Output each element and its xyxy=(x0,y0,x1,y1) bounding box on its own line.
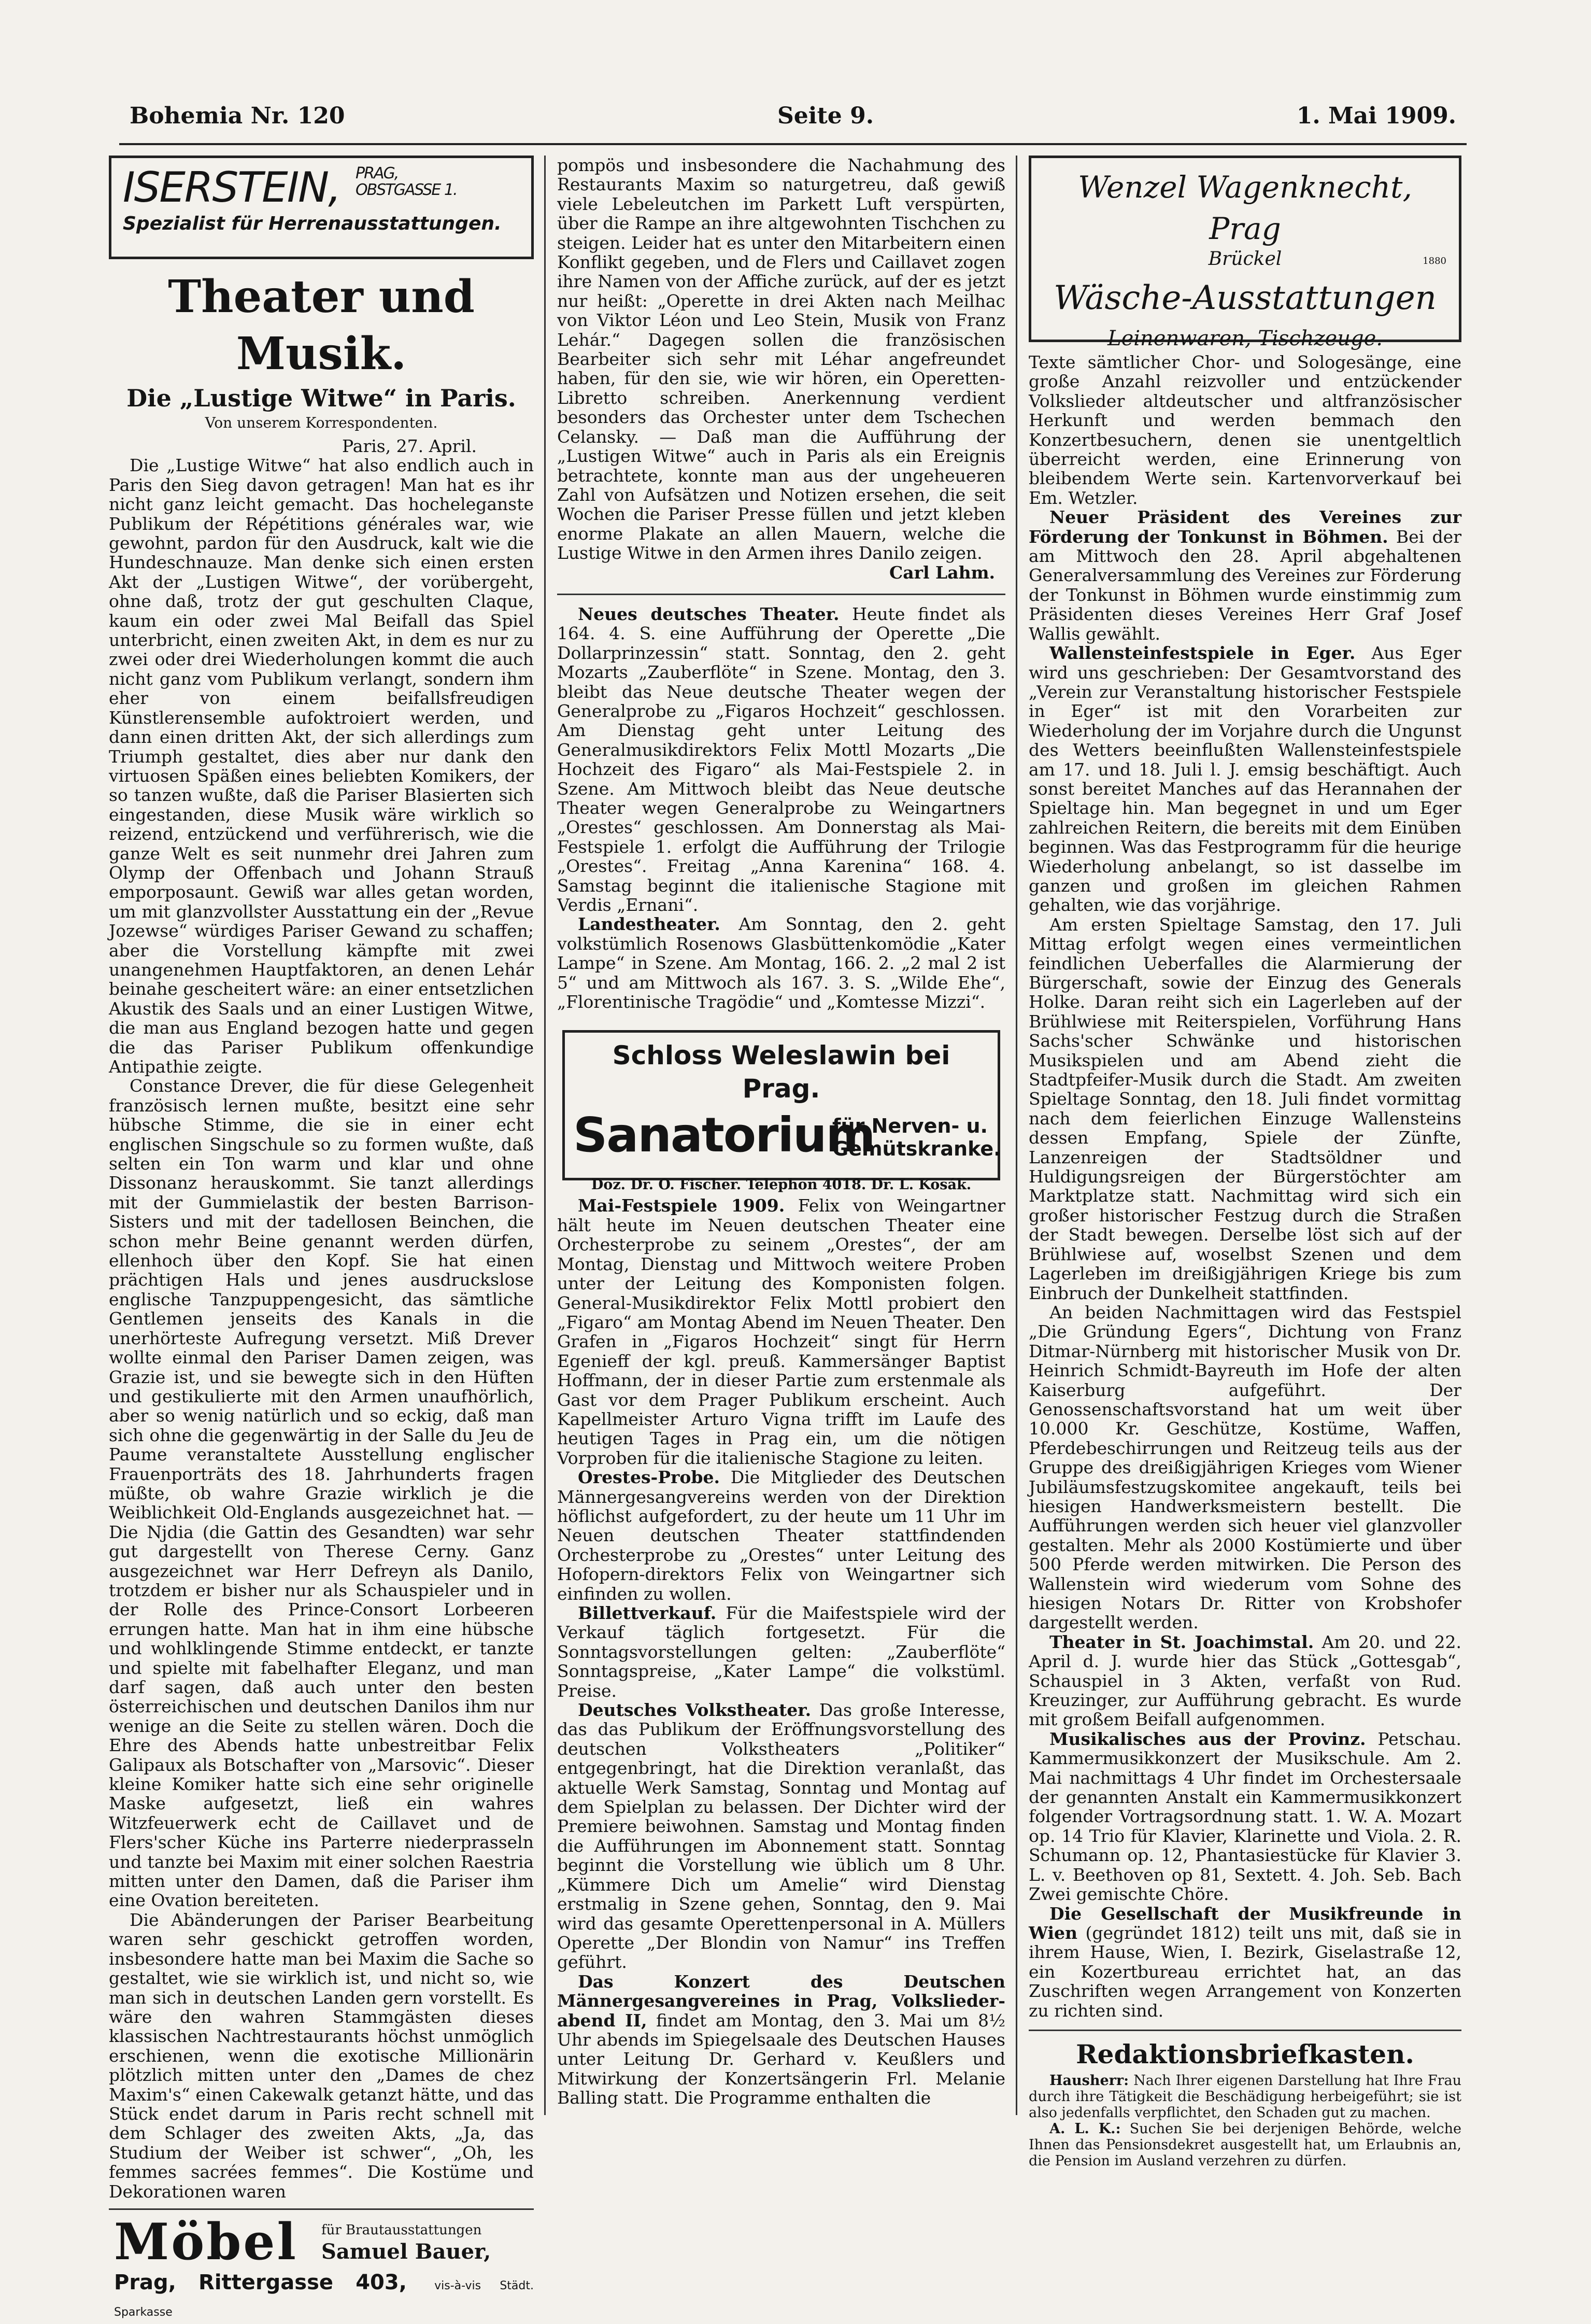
header-left: Bohemia Nr. 120 xyxy=(130,103,345,129)
ad-sanatorium-side2: Gemütskranke. xyxy=(832,1137,1001,1161)
ad-iserstein xyxy=(109,156,534,259)
column-1 xyxy=(109,156,534,2319)
notice-text: Für die Maifestspiele wird der Verkauf täglich fortgesetzt. Für die Sonntagsvorstellungen gelten: „Zauberflöte“ Sonntagspreise, „Kater Lampe“ die volkstüml. Preise. xyxy=(557,1603,1006,1701)
notice-text: Am ersten Spieltage Samstag, den 17. Juli Mittag erfolgt wegen eines vermeintlichen feindlichen Ueberfalles die Alarmierung der Bürgerschaft, sowie der Einzug des Generals Holke. Daran reiht sich ein Lagerleben auf der Brühlwiese mit Reiterspielen, Vorführung Hans Sachs'scher Schwänke und historischen Musikspielen und am Abend zieht die Stadtpfeifer-Musik durch die Stadt. Am zweiten Spieltage Sonntag, den 18. Juli findet vormittag nach dem feierlichen Einzuge Wallensteins dessen Empfang, Spiele der Zünfte, Lanzenreigen der Stadtsöldner und Huldigungsreigen der Bürgerstöchter am Marktplatze statt. Nachmittag wird sich ein großer historischer Festzug durch die Straßen der Stadt bewegen. Derselbe löst sich auf der Brühlwiese auf, woselbst Szenen und dem Lagerleben im dreißigjährigen Kriege bis zum Einbruch der Dunkelheit stattfinden. xyxy=(1029,914,1461,1303)
ad-iserstein-place1: PRAG, xyxy=(356,164,399,182)
notice-text: Das große Interesse, das das Publikum der Eröffnungsvorstellung des deutschen Volkstheaters „Politiker“ entgegenbringt, hat die Direktion veranlaßt, das aktuelle Werk Samstag, Sonntag und Montag auf dem Spielplan zu belassen. Der Dichter wird der Premiere beiwohnen. Samstag und Montag finden die Aufführungen im Abonnement statt. Sonntag beginnt die Vorstellung wie üblich um 8 Uhr. „Kümmere Dich um Amelie“ wird Dienstag erstmalig in Szene gehen, Sonntag, den 9. Mai wird das gesamte Operettenpersonal in A. Müllers Operette „Der Blondin von Namur“ ins Treffen geführt. xyxy=(557,1700,1005,1973)
notice-heading: Neuer Präsident des Vereines zur Förderung der Tonkunst in Böhmen. xyxy=(1029,507,1461,547)
notice-text: Die Mitglieder des Deutschen Männergesangvereins werden von der Direktion höflichst aufgefordert, zu der heute um 11 Uhr im Neuen deutschen Theater stattfindenden Orchesterprobe zu „Orestes“ unter Leitung des Hofopern-direktors Felix von Weingartner sich einfinden zu wollen. xyxy=(557,1467,1005,1604)
ad-sanatorium-line1: Schloss Weleslawin bei Prag. xyxy=(612,1040,950,1104)
notice-heading: Landestheater. xyxy=(578,914,720,935)
divider xyxy=(109,2208,534,2210)
notice-text: An beiden Nachmittagen wird das Festspiel „Die Gründung Egers“, Dichtung von Franz Ditmar-Nürnberg mit historischer Musik von Dr. Heinrich Schmidt-Bayreuth im Hofe der alten Kaiserburg aufgeführt. Der Genossenschaftsvorstand hat um weit über 10.000 Kr. Geschütze, Kostüme, Waffen, Pferdebeschirrungen und Reitzeug teils aus der Gruppe des dreißigjährigen Krieges vom Wiener Jubiläumsfestzugskomitee angekauft, teils bei hiesigen Handwerksmeistern bestellt. Die Aufführungen werden sich heuer viel glanzvoller gestalten. Mehr als 2000 Kostümierte und über 500 Pferde werden mitwirken. Die Person des Wallenstein wird wiederum vom Sohne des hiesigen Notars Dr. Ritter von Krobshofer dargestellt werden. xyxy=(1029,1302,1461,1633)
brief-heading: Hausherr: xyxy=(1049,2072,1129,2089)
column-2 xyxy=(557,156,1005,2120)
ad-moebel-address-note: vis-à-vis Städt. Sparkasse xyxy=(114,2279,534,2319)
section-title: Theater und Musik. xyxy=(168,271,475,380)
ad-wagenknecht-name: Wenzel Wagenknecht, Prag xyxy=(1078,170,1412,246)
ad-wagenknecht-sub2: Leinenwaren, Tischzeuge. xyxy=(1107,327,1383,350)
ad-moebel-side2: Samuel Bauer, xyxy=(321,2239,491,2264)
article-paragraph: Constance Drever, die für diese Gelegenheit französisch lernen mußte, besitzt eine sehr hübsche Stimme, die sie in einer echt englischen Singschule so zu formen wußte, daß selten ein Ton warm und klar und ohne Dissonanz herauskommt. Sie tanzt allerdings mit der Gummielastik der besten Barrison-Sisters und mit der tadellosen Beinchen, die schon mehr Beine genannt werden dürfen, ellenhoch über den Kopf. Sie hat einen prächtigen Hals und jenes ausdruckslose englische Tanzpuppengesicht, das sämtliche Gentlemen jenseits des Kanals in die unerhörteste Aufregung versetzt. Miß Drever wollte einmal den Pariser Damen zeigen, was Grazie ist, und sie bewegte sich in den Hüften und gestikulierte mit den Armen unaufhörlich, aber so wenig natürlich und so eckig, daß man sich ohne die gegenwärtig in der Salle du Jeu de Paume veranstaltete Ausstellung englischer Frauenporträts des 18. Jahrhunderts fragen müßte, ob wahre Grazie wirklich je die Weiblichkeit Old-Englands ausgezeichnet hat. — Die Njdia (die Gattin des Gesandten) war sehr gut dargestellt von Therese Cerny. Ganz ausgezeichnet war Herr Defreyn als Danilo, trotzdem er bisher nur als Schauspieler und in der Rolle des Prince-Consort Lorbeeren errungen hatte. Man hat in ihm eine hübsche und wohlklingende Stimme entdeckt, er tanzte und spielte mit fabelhafter Eleganz, und man darf sagen, daß auch unter den besten österreichischen und deutschen Danilos ihm nur wenige an die Seite zu stellen wären. Doch die Ehre des Abends hatte unbestreitbar Felix Galipaux als Botschafter von „Marsovic“. Dieser kleine Komiker hatte sich eine sehr originelle Maske aufgesetzt, ließ ein wahres Witzfeuerwerk echt de Caillavet und de Flers'scher Küche ins Parterre niederprasseln und tanzte bei Maxim mit einer solchen Raestria mitten unter den Damen, daß die Pariser ihm eine Ovation bereiteten. xyxy=(109,1076,534,1911)
notice-heading: Mai-Festspiele 1909. xyxy=(578,1195,785,1216)
ad-wagenknecht-title: Wäsche-Ausstattungen xyxy=(1054,279,1437,317)
ad-sanatorium-side1: für Nerven- u. xyxy=(832,1115,988,1138)
notice-heading: Deutsches Volkstheater. xyxy=(578,1700,812,1721)
column-rule xyxy=(1016,156,1017,2115)
article-author: Carl Lahm. xyxy=(889,562,995,583)
ad-iserstein-subtitle: Spezialist für Herrenausstattungen. xyxy=(123,213,502,234)
header-right: 1. Mai 1909. xyxy=(1296,103,1456,129)
column-rule xyxy=(544,156,546,2115)
notice-text: Texte sämtlicher Chor- und Sologesänge, eine große Anzahl reizvoller und entzückender Volkslieder altdeutscher und altfranzösischer Herkunft und werden bemmach den Konzertbesuchern, denen sie unentgeltlich überreicht werden, eine Erinnerung von bleibendem Werte sein. Kartenvorverkauf bei Em. Wetzler. xyxy=(1029,352,1461,508)
ad-moebel xyxy=(109,2212,534,2319)
divider xyxy=(1029,2030,1461,2031)
article-paragraph: Die „Lustige Witwe“ hat also endlich auch in Paris den Sieg davon getragen! Man hat es ihr nicht ganz leicht gemacht. Das hocheleganste Publikum der Répétitions générales war, wie gewohnt, pardon für den Ausdruck, kalt wie die Hundeschnauze. Man denke sich einen ersten Akt der „Lustigen Witwe“, der vorübergeht, ohne daß, trotz der gut geschulten Claque, kaum ein oder zwei Mal Beifall das Spiel unterbricht, einen zweiten Akt, in dem es nur zu zwei oder drei Wiederholungen kommt die auch nicht ganz vom Publikum verlangt, sondern ihm eher von einem beifallsfreudigen Künstlerensemble aufoktroiert werden, und dann einen dritten Akt, der sich allerdings zum Triumph gestaltet, dies aber nur dank den virtuosen Späßen eines beliebten Komikers, der so tanzen wußte, daß die Pariser Blasierten sich eingestanden, diese Musik wäre wirklich so reizend, entzückend und verführerisch, wie die ganze Welt es seit nunmehr drei Jahren zum Olymp der Offenbach und Johann Strauß emporposaunt. Gewiß war alles getan worden, um mit glanzvollster Ausstattung ein der „Revue Jozewse“ würdiges Pariser Gewand zu schaffen; aber die Vorstellung kämpfte mit zwei unangenehmen Hauptfaktoren, an denen Lehár beinahe gescheitert wäre: an einer entsetzlichen Akustik des Saals und an einer Lustigen Witwe, die man aus England bezogen hatte und gegen die das Pariser Publikum offenkundige Antipathie zeigte. xyxy=(109,455,534,1077)
ad-iserstein-place2: OBSTGASSE 1. xyxy=(356,181,457,199)
notice-heading: Theater in St. Joachimstal. xyxy=(1049,1631,1314,1652)
notice-text: Aus Eger wird uns geschrieben: Der Gesamtvorstand des „Verein zur Veranstaltung historischer Festspiele in Eger“ ist mit den Vorarbeiten zur Wiederholung der im Vorjahre durch die Ungunst des Wetters beeinflußten Wallensteinfestspiele am 17. und 18. Juli l. J. emsig beschäftigt. Auch sonst bereitet Manches auf das Herannahen der Spieltage hin. Man begegnet in und um Eger zahlreichen Reitern, die bereits mit dem Einüben beginnen. Was das Festprogramm für die heurige Wiederholung anbelangt, so ist dasselbe im ganzen und großen im gleichen Rahmen gehalten, wie das vorjährige. xyxy=(1029,643,1461,915)
header-center: Seite 9. xyxy=(777,103,874,129)
notice-text: Heute findet als 164. 4. S. eine Aufführung der Operette „Die Dollarprinzessin“ statt. Sonntag, den 2. geht Mozarts „Zauberflöte“ in Szene. Montag, den 3. bleibt das Neue deutsche Theater wegen der Generalprobe zu „Figaros Hochzeit“ geschlossen. Am Dienstag geht unter Leitung des Generalmusikdirektors Felix Mottl Mozarts „Die Hochzeit des Figaro“ als Mai-Festspiele 2. in Szene. Am Mittwoch bleibt das Neue deutsche Theater wegen Generalprobe zu Weingartners „Orestes“ geschlossen. Am Donnerstag als Mai-Festspiele 1. erfolgt die Aufführung der Trilogie „Orestes“. Freitag „Anna Karenina“ 168. 4. Samstag beginnt die italienische Stagione mit Verdis „Ernani“. xyxy=(557,603,1005,915)
notice-heading: Wallensteinfestspiele in Eger. xyxy=(1049,643,1356,664)
article-paragraph: Die Abänderungen der Pariser Bearbeitung waren sehr geschickt getroffen worden, insbesondere hatte man bei Maxim die Sache so gestaltet, wie sie wirklich ist, und nicht so, wie man sich in deutschen Landen gern vorstellt. Es wäre den wahren Stammgästen dieses klassischen Nachtrestaurants höchst unmöglich erschienen, wenn die exotische Millionärin plötzlich mitten unter den „Dames de chez Maxim's“ einen Cakewalk getanzt hätte, und das Stück endet darum in Paris recht schnell mit dem Schlager des zweiten Akts, „Ja, das Studium der Weiber ist schwer“, „Oh, les femmes sacrées femmes“. Die Kostüme und Dekorationen waren xyxy=(109,1909,534,2202)
notice-text: Petschau. Kammermusikkonzert der Musikschule. Am 2. Mai nachmittags 4 Uhr findet im Orchestersaale der genannten Anstalt ein Kammermusikkonzert folgender Vortragsordnung statt. 1. W. A. Mozart op. 14 Trio für Klavier, Klarinette und Viola. 2. R. Schumann op. 12, Phantasiestücke für Klavier 3. L. v. Beethoven op 81, Sextett. 4. Joh. Seb. Bach Zwei gemischte Chöre. xyxy=(1029,1728,1461,1905)
redaktion-title: Redaktionsbriefkasten. xyxy=(1076,2038,1414,2069)
notice-text: Am 20. und 22. April d. J. wurde hier das Stück „Gottesgab“, Schauspiel in 3 Akten, verfaßt von Rud. Kreuzinger, zur Aufführung gebracht. Es wurde mit großem Beifall aufgenommen. xyxy=(1029,1631,1461,1730)
notice-heading: Das Konzert des Deutschen Männergesangvereines in Prag, Volkslieder-abend II, xyxy=(557,1971,1005,2031)
column-3 xyxy=(1029,156,1461,2169)
notice-text: Bei der am Mittwoch den 28. April abgehaltenen Generalversammlung des Vereines zur Förderung der Tonkunst in Böhmen wurde einstimmig zum Präsidenten dieses Vereines Herr Graf Josef Wallis gewählt. xyxy=(1029,526,1461,644)
article-dateline: Paris, 27. April. xyxy=(342,436,477,456)
article-paragraph: pompös und insbesondere die Nachahmung des Restaurants Maxim so naturgetreu, daß gewiß viele Lebeleutchen im Parkett Luft verspürten, über die Rampe an ihre altgewohnten Tischchen zu steigen. Leider hat es unter den Mitarbeitern einen Konflikt gegeben, und de Flers und Caillavet zogen ihre Namen von der Affiche zurück, auf der es jetzt nur heißt: „Operette in drei Akten nach Meilhac von Viktor Léon und Leo Stein, Musik von Franz Lehár.“ Dagegen sollen die französischen Bearbeiter sich sehr mit Léhar angefreundet haben, für den sie, wie wir hören, ein Operetten-Libretto schreiben. Anerkennung verdient besonders das Orchester unter dem Tschechen Celansky. — Daß man die Aufführung der „Lustigen Witwe“ auch in Paris als ein Ereignis betrachtete, konnte man aus der ungeheueren Zahl von Aufsätzen und Notizen ersehen, die seit Wochen die Pariser Presse füllen und jetzt kleben enorme Plakate an allen Mauern, welche die Lustige Witwe in den Armen ihres Danilo zeigen. xyxy=(557,155,1005,564)
ad-iserstein-name: ISERSTEIN, xyxy=(123,163,340,212)
notice-text: findet am Montag, den 3. Mai um 8½ Uhr abends im Spiegelsaale des Deutschen Hauses unter Leitung Dr. Gerhard v. Keußlers und Mitwirkung der Konzertsängerin Frl. Melanie Balling statt. Die Programme enthalten die xyxy=(557,2010,1005,2108)
ad-wagenknecht-code: 1880 xyxy=(1423,256,1446,266)
page-header xyxy=(130,103,1456,144)
header-rule xyxy=(119,143,1467,145)
notice-heading: Orestes-Probe. xyxy=(578,1467,720,1488)
ad-sanatorium-big: Sanatorium xyxy=(573,1107,875,1163)
ad-moebel-big: Möbel xyxy=(114,2212,298,2271)
ad-sanatorium xyxy=(562,1030,1001,1193)
divider xyxy=(557,594,1005,595)
brief-text: Suchen Sie bei derjenigen Behörde, welche Ihnen das Pensionsdekret ausgestellt hat, um Erlaubnis an, die Pension im Ausland verzehren zu dürfen. xyxy=(1029,2120,1461,2169)
ad-sanatorium-footer: Doz. Dr. O. Fischer. Telephon 4018. Dr. L. Kosák. xyxy=(591,1177,972,1193)
ad-wagenknecht xyxy=(1029,156,1461,350)
ad-moebel-address: Prag, Rittergasse 403, xyxy=(114,2270,407,2294)
notice-text: (gegründet 1812) teilt uns mit, daß sie in ihrem Hause, Wien, I. Bezirk, Giselastraße 12, ein Kozertbureau errichtet hat, an das Zuschriften wegen Arrangement von Konzerten zu richten sind. xyxy=(1029,1922,1461,2021)
notice-heading: Neues deutsches Theater. xyxy=(578,603,840,624)
notice-text: Am Sonntag, den 2. geht volkstümlich Rosenows Glasbüttenkomödie „Kater Lampe“ in Szene. Am Montag, 166. 2. „2 mal 2 ist 5“ und am Mittwoch als 167. 3. S. „Wilde Ehe“, „Florentinische Tragödie“ und „Komtesse Mizzi“. xyxy=(557,914,1005,1012)
notice-text: Felix von Weingartner hält heute im Neuen deutschen Theater eine Orchesterprobe zu seinem „Orestes“, der am Montag, Dienstag und Mittwoch weitere Proben unter der Leitung des Komponisten folgen. General-Musikdirektor Felix Mottl probiert den „Figaro“ am Montag Abend im Neuen Theater. Den Grafen in „Figaros Hochzeit“ singt für Herrn Egenieff der kgl. preuß. Kammersänger Baptist Hoffmann, der in dieser Partie zum erstenmale als Gast vor dem Prager Publikum erscheint. Auch Kapellmeister Arturo Vigna trifft im Laufe des heutigen Tages in Prag ein, um die nötigen Vorproben für die italienische Stagione zu leiten. xyxy=(557,1195,1006,1468)
brief-heading: A. L. K.: xyxy=(1049,2120,1121,2137)
article-byline: Von unserem Korrespondenten. xyxy=(205,414,438,431)
article-headline: Die „Lustige Witwe“ in Paris. xyxy=(126,384,516,412)
notice-heading: Musikalisches aus der Provinz. xyxy=(1049,1728,1366,1749)
ad-moebel-side1: für Brautausstattungen xyxy=(321,2222,482,2238)
brief-text: Nach Ihrer eigenen Darstellung hat Ihre Frau durch ihre Tätigkeit die Beschädigung herbeigeführt; sie ist also jedenfalls verpflichtet, den Schaden gut zu machen. xyxy=(1029,2072,1461,2121)
notice-heading: Billettverkauf. xyxy=(578,1603,717,1623)
ad-wagenknecht-sub1: Brückel xyxy=(1208,248,1282,270)
notice-heading: Die Gesellschaft der Musikfreunde in Wien xyxy=(1029,1903,1461,1943)
